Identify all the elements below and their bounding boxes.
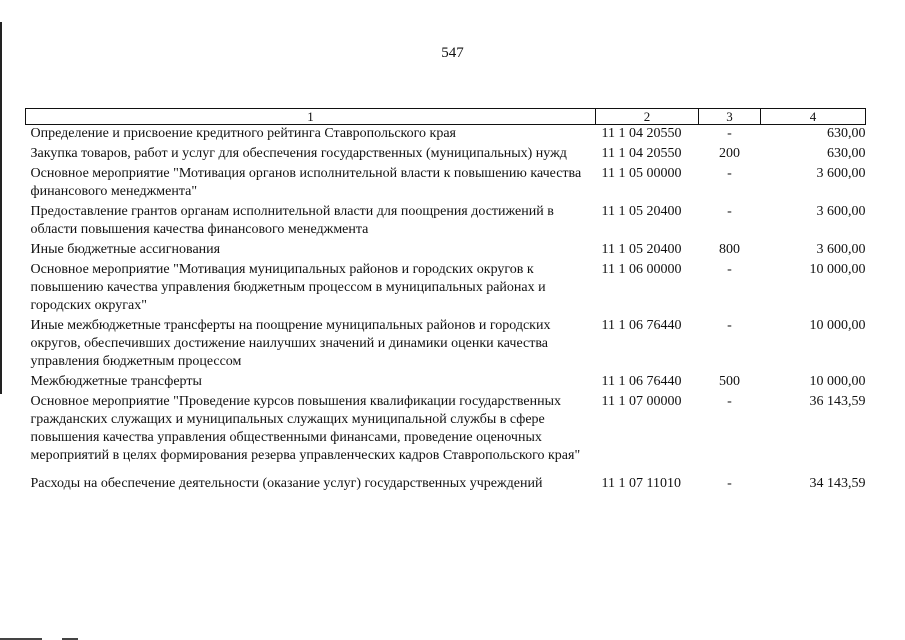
row-name: Основное мероприятие "Мотивация органов исполнительной власти к повышению качества финансового менеджмента": [30, 166, 582, 199]
row-amount: 630,00: [827, 146, 866, 161]
row-name: Иные бюджетные ассигнования: [30, 242, 221, 257]
row-amount: 630,00: [827, 126, 866, 141]
row-name: Предоставление грантов органам исполнительной власти для поощрения достижений в области повышения качества финансового менеджмента: [30, 204, 554, 237]
row-code: 11 1 05 20400: [601, 242, 682, 257]
table-header-row: [26, 109, 866, 125]
row-name: Расходы на обеспечение деятельности (оказание услуг) государственных учреждений: [30, 476, 543, 491]
row-amount: 10 000,00: [809, 374, 866, 389]
row-amount: 3 600,00: [816, 242, 866, 257]
row-type: -: [727, 476, 732, 491]
row-code: 11 1 06 76440: [601, 374, 682, 389]
header-col-1: 1: [26, 109, 596, 125]
row-amount: 3 600,00: [816, 204, 866, 219]
row-name: Определение и присвоение кредитного рейтинга Ставропольского края: [30, 126, 456, 141]
row-name: Закупка товаров, работ и услуг для обеспечения государственных (муниципальных) нужд: [30, 146, 567, 161]
row-type: -: [727, 126, 732, 141]
row-code: 11 1 07 00000: [601, 394, 682, 409]
row-type: -: [727, 318, 732, 333]
header-col-2: 2: [596, 109, 699, 125]
row-amount: 10 000,00: [809, 262, 866, 277]
table-row: [26, 393, 866, 475]
row-type: -: [727, 166, 732, 181]
row-type: -: [727, 262, 732, 277]
table-row: [26, 317, 866, 373]
row-type: -: [727, 394, 732, 409]
row-code: 11 1 05 00000: [601, 166, 682, 181]
row-name: Основное мероприятие "Мотивация муниципальных районов и городских округов к повышению качества управления бюджетным процессом в муниципальных районах и городских округах": [30, 262, 546, 313]
row-type: -: [727, 204, 732, 219]
row-type: 500: [719, 374, 740, 389]
row-code: 11 1 04 20550: [601, 126, 682, 141]
header-col-4: 4: [761, 109, 866, 125]
table-row: [26, 261, 866, 317]
row-name: Основное мероприятие "Проведение курсов повышения квалификации государственных гражданских служащих и муниципальных служащих муниципальной службы в сфере повышения качества управления общественными финансами, проведение оценочных мероприятий в целях формирования резерва управленческих кадров Ставропольского края": [30, 394, 581, 463]
budget-table: [25, 108, 866, 495]
table-row: [26, 203, 866, 241]
row-type: 800: [719, 242, 740, 257]
table-row: [26, 475, 866, 495]
row-amount: 3 600,00: [816, 166, 866, 181]
row-amount: 36 143,59: [809, 394, 866, 409]
row-code: 11 1 05 20400: [601, 204, 682, 219]
table-row: [26, 145, 866, 165]
row-amount: 10 000,00: [809, 318, 866, 333]
row-name: Межбюджетные трансферты: [30, 374, 202, 389]
row-code: 11 1 06 00000: [601, 262, 682, 277]
row-code: 11 1 04 20550: [601, 146, 682, 161]
page-edge-line: [0, 22, 2, 394]
row-code: 11 1 07 11010: [601, 476, 681, 491]
table-row: [26, 373, 866, 393]
page-number: 547: [441, 45, 464, 61]
header-col-3: 3: [699, 109, 761, 125]
table-row: [26, 241, 866, 261]
table-row: [26, 165, 866, 203]
row-name: Иные межбюджетные трансферты на поощрение муниципальных районов и городских округов, обеспечивших достижение наилучших значений и динамики оценки качества управления бюджетным процессом: [30, 318, 551, 369]
row-type: 200: [719, 146, 740, 161]
row-code: 11 1 06 76440: [601, 318, 682, 333]
table-row: [26, 125, 866, 146]
row-amount: 34 143,59: [809, 476, 866, 491]
